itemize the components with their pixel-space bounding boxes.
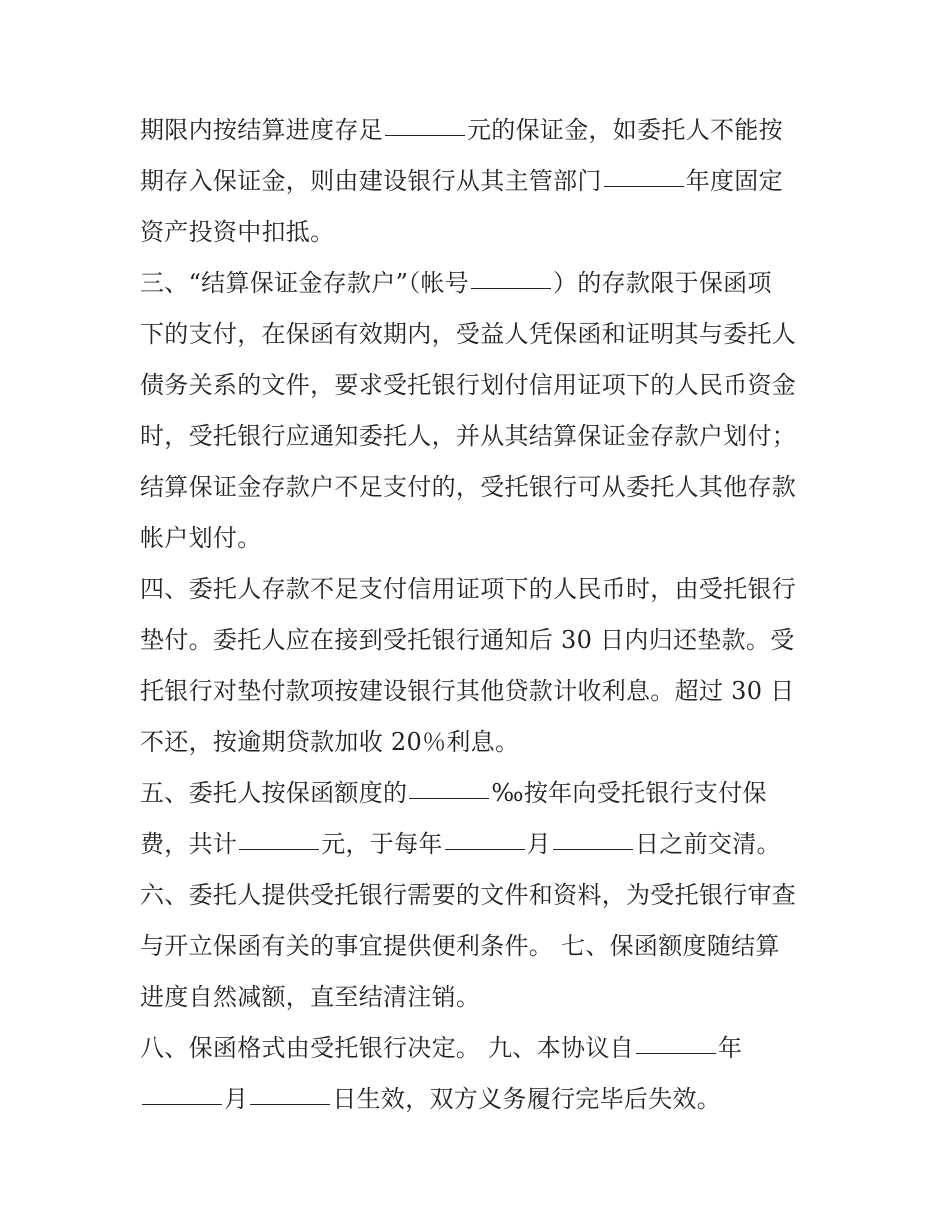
text-line: [140, 1023, 820, 1074]
text-segment: 时，受托银行应通知委托人，并从其结算保证金存款户划付；: [140, 422, 797, 450]
blank-field: [636, 1052, 716, 1054]
text-line: [140, 360, 820, 411]
text-segment: 六、委托人提供受托银行需要的文件和资料，为受托银行审查: [140, 881, 797, 909]
text-line: [140, 156, 820, 207]
text-line: [140, 411, 820, 462]
text-segment: ‰按年向受托银行支付保: [491, 779, 767, 807]
text-line: [140, 258, 820, 309]
text-line: [140, 972, 820, 1023]
blank-field: [409, 797, 489, 799]
text-line: [140, 564, 820, 615]
text-segment: 与开立保函有关的事宜提供便利条件。 七、保函额度随结算: [140, 932, 780, 960]
text-line: [140, 717, 820, 768]
text-line: [140, 870, 820, 921]
text-segment: 垫付。委托人应在接到受托银行通知后 30 日内归还垫款。受: [140, 626, 795, 654]
text-line: [140, 105, 820, 156]
text-segment: 年: [717, 1034, 743, 1062]
text-segment: 下的支付，在保函有效期内，受益人凭保函和证明其与委托人: [140, 320, 797, 348]
document-body: [140, 105, 820, 1125]
text-line: [140, 1074, 820, 1125]
text-line: [140, 309, 820, 360]
text-line: [140, 666, 820, 717]
text-segment: ）的存款限于保函项: [553, 269, 772, 297]
text-segment: 月: [224, 1085, 249, 1113]
text-segment: 费，共计: [140, 830, 238, 858]
paragraph: [140, 1023, 820, 1125]
text-segment: 四、委托人存款不足支付信用证项下的人民币时，由受托银行: [140, 575, 797, 603]
text-line: [140, 207, 820, 258]
text-segment: 三、“结算保证金存款户”（帐号: [140, 269, 470, 297]
text-segment: 日之前交清。: [635, 830, 781, 858]
text-segment: 托银行对垫付款项按建设银行其他贷款计收利息。超过 30 日: [140, 677, 795, 705]
text-line: [140, 819, 820, 870]
text-line: [140, 462, 820, 513]
text-segment: 进度自然减额，直至结清注销。: [140, 983, 481, 1011]
blank-field: [445, 848, 525, 850]
paragraph: [140, 870, 820, 1023]
text-segment: 期限内按结算进度存足: [140, 116, 383, 144]
blank-field: [471, 287, 551, 289]
text-segment: 八、保函格式由受托银行决定。 九、本协议自: [140, 1034, 634, 1062]
text-segment: 债务关系的文件，要求受托银行划付信用证项下的人民币资金: [140, 371, 797, 399]
text-segment: 不还，按逾期贷款加收 20％利息。: [140, 728, 520, 756]
text-segment: 元，于每年: [321, 830, 443, 858]
text-segment: 五、委托人按保函额度的: [140, 779, 408, 807]
text-segment: 期存入保证金，则由建设银行从其主管部门: [140, 167, 602, 195]
text-segment: 帐户划付。: [140, 524, 262, 552]
text-segment: 日生效，双方义务履行完毕后失效。: [332, 1085, 722, 1113]
text-line: [140, 768, 820, 819]
blank-field: [385, 134, 465, 136]
paragraph: [140, 768, 820, 870]
text-segment: 年度固定: [685, 167, 783, 195]
text-segment: 结算保证金存款户不足支付的，受托银行可从委托人其他存款: [140, 473, 797, 501]
text-segment: 资产投资中扣抵。: [140, 218, 335, 246]
blank-field: [239, 848, 319, 850]
paragraph: [140, 105, 820, 258]
text-segment: 月: [526, 830, 552, 858]
blank-field: [250, 1103, 330, 1105]
blank-field: [604, 185, 684, 187]
paragraph: [140, 564, 820, 768]
text-segment: 元的保证金，如委托人不能按: [467, 116, 783, 144]
text-line: [140, 513, 820, 564]
paragraph: [140, 258, 820, 564]
blank-field: [142, 1103, 222, 1105]
text-line: [140, 615, 820, 666]
text-line: [140, 921, 820, 972]
blank-field: [553, 848, 633, 850]
